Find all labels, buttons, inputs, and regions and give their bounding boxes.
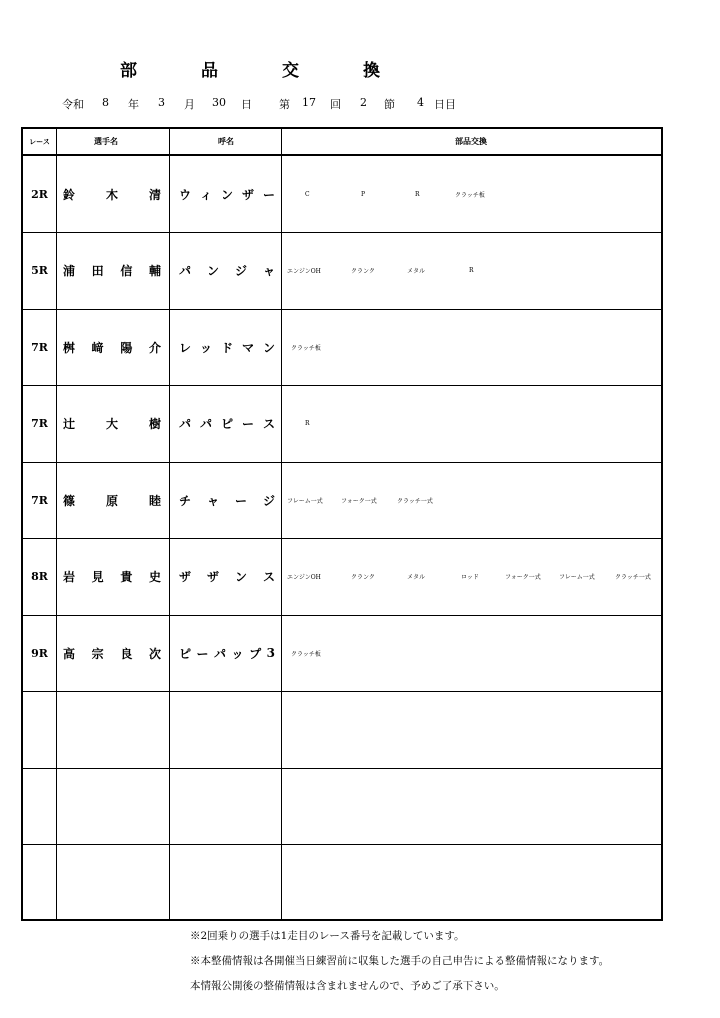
nickname-char: チ (179, 493, 192, 508)
player-name-char: 桝 (63, 340, 76, 355)
player-name-char: 辻 (63, 417, 76, 431)
race-number (23, 768, 56, 844)
setsu-label: 節 (384, 98, 395, 111)
player-name-char: 清 (148, 187, 161, 202)
parts-exchange-table (21, 127, 663, 921)
header-char: 名 (110, 136, 118, 146)
player-name-char: 信 (120, 264, 133, 278)
part-item: R (415, 190, 420, 198)
player-name (63, 233, 161, 309)
parts-list (283, 539, 653, 615)
nickname-char: ャ (206, 493, 219, 508)
header-char: 名 (226, 136, 234, 146)
player-name (63, 309, 161, 385)
player-name-char: 﨑 (91, 340, 104, 355)
player-nickname (179, 768, 275, 844)
player-name-char: 睦 (148, 493, 161, 508)
player-name-char: 次 (148, 646, 161, 661)
table-row (23, 386, 661, 463)
player-name-char: 木 (105, 187, 118, 202)
player-name (63, 386, 161, 462)
player-nickname (179, 462, 275, 538)
nichime-number: 4 (417, 96, 424, 109)
part-item: R (305, 420, 310, 427)
player-name (63, 615, 161, 691)
nickname-char: パ (179, 417, 192, 431)
player-name-char: 原 (105, 493, 118, 508)
race-number: 5R (31, 264, 48, 277)
nickname-char: ン (234, 570, 247, 584)
footnotes (190, 924, 690, 999)
parts-list (283, 233, 653, 309)
header-char: 交 (471, 136, 479, 146)
parts-list (283, 156, 653, 232)
nickname-char: ザ (179, 570, 192, 584)
player-name-char: 篠 (63, 493, 76, 508)
table-header (23, 129, 661, 156)
nickname-char: ジ (262, 493, 275, 508)
part-item: R (469, 267, 474, 274)
nickname-char: ャ (262, 264, 275, 278)
table-row (23, 309, 661, 386)
player-name-char: 介 (148, 340, 161, 355)
player-name (63, 845, 161, 921)
race-number: 9R (31, 646, 48, 660)
player-nickname (179, 309, 275, 385)
header-player (79, 129, 133, 154)
nickname-char: ピ (220, 417, 233, 431)
part-item: クラッチ板 (291, 344, 321, 352)
part-item: C (305, 190, 310, 198)
parts-list (283, 845, 653, 921)
player-name-char: 樹 (148, 417, 161, 431)
year-value: 8 (102, 96, 109, 109)
player-name-char: 大 (105, 417, 118, 431)
race-number: 7R (31, 417, 48, 430)
nickname-char: ド (220, 340, 233, 355)
race-number: 7R (31, 493, 48, 507)
header-char: 部 (455, 136, 463, 146)
table-row (23, 156, 661, 233)
nickname-char: ザ (206, 570, 219, 584)
part-item: フレーム一式 (559, 574, 595, 581)
player-name-char: 良 (120, 646, 133, 661)
player-nickname (179, 156, 275, 232)
title-char: 品 (201, 61, 218, 81)
race-number (23, 845, 56, 921)
nickname-char: ッ (231, 646, 244, 661)
player-name (63, 462, 161, 538)
footnote: ※2回乗りの選手は1走目のレース番号を記載しています。 (190, 930, 465, 942)
table-row (23, 615, 661, 692)
race-number: 7R (31, 340, 48, 354)
title-char: 換 (363, 61, 380, 81)
part-item: ロッド (461, 574, 479, 581)
table-row (23, 845, 661, 922)
nickname-char: プ (249, 646, 262, 661)
header-nickname (204, 129, 248, 154)
player-nickname (179, 386, 275, 462)
race-number (23, 692, 56, 768)
part-item: メタル (407, 268, 426, 275)
player-name-char: 鈴 (63, 187, 76, 202)
header-parts (411, 129, 531, 154)
player-name-char: 岩 (63, 570, 76, 584)
nickname-char: ピ (179, 646, 192, 661)
player-name (63, 156, 161, 232)
parts-list (283, 386, 653, 462)
nickname-char: 3 (266, 646, 275, 660)
title-char: 部 (120, 61, 137, 81)
part-item: クランク (351, 268, 375, 275)
nickname-char: パ (214, 646, 227, 661)
nickname-char: ン (262, 340, 275, 355)
nickname-char: ス (262, 570, 275, 584)
nickname-char: ッ (199, 340, 212, 355)
player-name-char: 高 (63, 646, 76, 661)
player-name (63, 692, 161, 768)
title-char: 交 (282, 61, 299, 81)
setsu-number: 2 (360, 96, 367, 109)
nickname-char: ウ (179, 187, 192, 202)
player-name-char: 田 (91, 264, 104, 278)
date-line (0, 96, 720, 112)
footnote: 本情報公開後の整備情報は含まれませんので、予めご了承下さい。 (190, 980, 505, 992)
part-item: クラッチ一式 (615, 574, 651, 581)
part-item: クランク (351, 574, 375, 581)
player-name-char: 貴 (120, 570, 133, 584)
player-name-char: 陽 (120, 340, 133, 355)
race-number: 2R (31, 187, 48, 201)
nickname-char: ー (234, 493, 247, 508)
header-char: 品 (463, 136, 471, 146)
player-name-char: 史 (148, 570, 161, 584)
header-char: 換 (479, 136, 487, 146)
nickname-char: ジ (234, 264, 247, 278)
nichime-label: 日目 (434, 98, 456, 111)
nickname-char: ス (262, 417, 275, 431)
part-item: P (361, 190, 366, 198)
parts-list (283, 768, 653, 844)
player-name-char: 宗 (91, 646, 104, 661)
part-item: フレーム一式 (287, 497, 323, 505)
parts-list (283, 462, 653, 538)
nickname-char: ー (196, 646, 209, 661)
nickname-char: ー (241, 417, 254, 431)
header-race: レース (29, 136, 50, 146)
part-item: クラッチ板 (291, 650, 321, 658)
player-nickname (179, 845, 275, 921)
day-unit: 日 (241, 98, 252, 111)
player-name-char: 見 (91, 570, 104, 584)
table-row (23, 462, 661, 539)
nickname-char: ン (220, 187, 233, 202)
nickname-char: パ (179, 264, 192, 278)
nickname-char: ン (206, 264, 219, 278)
footnote: ※本整備情報は各開催当日練習前に収集した選手の自己申告による整備情報になります。 (190, 955, 610, 967)
nickname-char: レ (179, 340, 192, 355)
race-number: 8R (31, 570, 48, 583)
header-char: 呼 (218, 136, 226, 146)
player-name (63, 768, 161, 844)
nickname-char: パ (199, 417, 212, 431)
player-name (63, 539, 161, 615)
part-item: クラッチ一式 (397, 497, 433, 505)
part-item: フォーク一式 (341, 497, 377, 505)
player-nickname (179, 615, 275, 691)
nickname-char: ィ (199, 187, 212, 202)
page-title (120, 56, 380, 80)
part-item: エンジンOH (287, 268, 321, 275)
kai-label: 回 (330, 98, 341, 111)
era: 令和 (62, 98, 84, 111)
table-row (23, 539, 661, 616)
dai-label: 第 (279, 98, 290, 111)
header-char: 選 (94, 136, 102, 146)
table-row (23, 768, 661, 845)
table-row (23, 233, 661, 310)
parts-list (283, 309, 653, 385)
player-nickname (179, 539, 275, 615)
nickname-char: ザ (241, 187, 254, 202)
player-name-char: 浦 (63, 264, 76, 278)
player-name-char: 輔 (148, 264, 161, 278)
nickname-char: マ (241, 340, 254, 355)
year-unit: 年 (128, 98, 139, 111)
part-item: フォーク一式 (505, 574, 541, 581)
nickname-char: ー (262, 187, 275, 202)
part-item: エンジンOH (287, 574, 321, 581)
parts-list (283, 692, 653, 768)
kai-number: 17 (302, 96, 316, 109)
month-unit: 月 (184, 98, 195, 111)
player-nickname (179, 233, 275, 309)
day-value: 30 (212, 96, 226, 109)
table-row (23, 692, 661, 769)
month-value: 3 (158, 96, 165, 109)
header-char: 手 (102, 136, 110, 146)
player-nickname (179, 692, 275, 768)
part-item: クラッチ板 (455, 191, 485, 199)
part-item: メタル (407, 574, 426, 581)
parts-list (283, 615, 653, 691)
